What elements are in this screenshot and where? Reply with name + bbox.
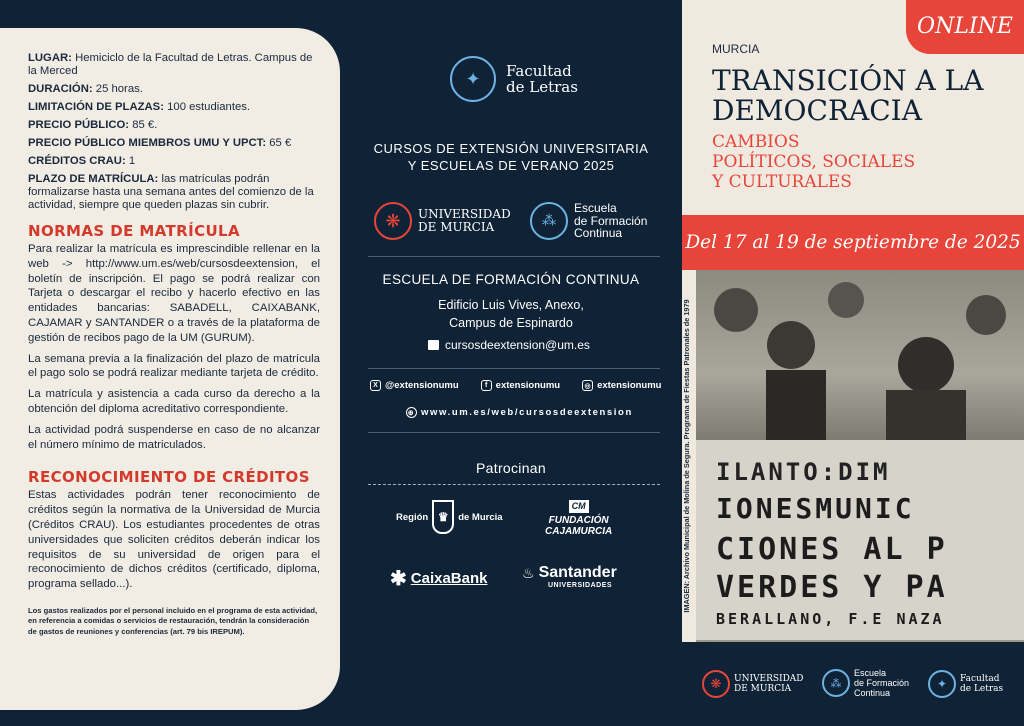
info-precio-miembros: PRECIO PÚBLICO MIEMBROS UMU Y UPCT: 65 € [28, 137, 292, 149]
normas-heading: NORMAS DE MATRÍCULA [28, 222, 241, 240]
divider [368, 256, 660, 257]
region-murcia-logo: Región ♛ de Murcia [396, 500, 503, 534]
creditos-heading: RECONOCIMIENTO DE CRÉDITOS [28, 468, 310, 487]
normas-paragraph: La matrícula y asistencia a cada curso da derecho a la obtención del diploma acreditativo correspondiente. [28, 388, 320, 415]
course-dates: Del 17 al 19 de septiembre de 2025 [682, 215, 1024, 270]
normas-paragraph: Para realizar la matrícula es imprescindible rellenar en la web -> http://www.um.es/web/cursosdeextension, el boletín de inscripción. El pago se podrá realizar con Tarjeta o descargar el recibo y hacerlo efectivo en las entidades bancarias: SABADELL, CAIXABANK, CAJAMAR y SANTANDER o a través de la plataforma de gestión de recibos pago de la UM (GURUM). [28, 243, 320, 344]
cajamurcia-logo: CM FUNDACIÓN CAJAMURCIA [545, 501, 613, 537]
social-facebook[interactable]: f extensionumu [481, 380, 560, 391]
info-plazo: PLAZO DE MATRÍCULA: las matrículas podrán formalizarse hasta una semana antes del comienzo de la actividad, siempre que queden plazas sin cubrir. [28, 173, 314, 211]
divider [368, 368, 660, 369]
main-title: TRANSICIÓN A LA DEMOCRACIA [712, 64, 984, 127]
umu-crest-icon: ❋ [374, 202, 412, 240]
efc-network-icon: ⁂ [822, 669, 850, 697]
subtitle: CAMBIOS POLÍTICOS, SOCIALES Y CULTURALES [712, 132, 916, 192]
normas-paragraph: La actividad podrá suspenderse en caso de no alcanzar el número mínimo de matriculados. [28, 423, 320, 451]
email-link[interactable]: cursosdeextension@um.es [445, 338, 590, 352]
info-duracion: DURACIÓN: 25 horas. [28, 83, 143, 95]
course-info [28, 52, 320, 212]
umu-crest-icon: ❋ [702, 670, 730, 698]
efc-network-icon: ⁂ [530, 202, 568, 240]
info-plazas: LIMITACIÓN DE PLAZAS: 100 estudiantes. [28, 101, 251, 113]
footer-logos [682, 642, 1024, 726]
creditos-paragraph: Estas actividades podrán tener reconocimiento de créditos según la normativa de la Universidad de Murcia (Créditos CRAU). Los estudiantes procedentes de otras universidades que soliciten créditos deberán indicar los requisitos de su universidad de origen para el reconocimiento de dichos créditos (certificado, diploma, programa sellado...). [28, 489, 320, 591]
faculty-emblem-icon: ✦ [450, 56, 496, 102]
contact-panel [340, 0, 682, 726]
dashed-divider [368, 484, 660, 485]
umu-logo: ❋ UNIVERSIDAD DE MURCIA [374, 202, 511, 240]
info-creditos: CRÉDITOS CRAU: 1 [28, 155, 136, 167]
facebook-icon: f [481, 380, 492, 391]
courses-title: CURSOS DE EXTENSIÓN UNIVERSITARIA Y ESCUELAS DE VERANO 2025 [373, 141, 649, 173]
santander-logo: ♨ Santander UNIVERSIDADES [522, 564, 617, 589]
email-contact[interactable] [428, 338, 590, 352]
cover-panel [682, 0, 1024, 726]
social-instagram[interactable]: ◎ extensionumu [582, 380, 661, 391]
footnote: Los gastos realizados por el personal incluido en el programa de esta actividad, en referencia a comidas o servicios de restauración, tendrán la consideración de gastos de reuniones y conferencias (art. 79 bis IREPUM). [28, 605, 318, 636]
normas-paragraph: La semana previa a la finalización del plazo de matrícula el pago solo se podrá realizar mediante tarjeta de crédito. [28, 352, 320, 380]
footer-faculty-logo: ✦ Facultad de Letras [928, 670, 1003, 698]
city-label: MURCIA [712, 42, 760, 56]
footer-umu-logo: ❋ UNIVERSIDAD DE MURCIA [702, 670, 804, 698]
social-links [370, 380, 661, 391]
school-address: Edificio Luis Vives, Anexo, Campus de Espinardo [438, 298, 584, 330]
divider [368, 432, 660, 433]
santander-flame-icon: ♨ [522, 564, 535, 581]
photo-credit: IMAGEN: Archivo Municipal de Molina de Segura. Programa de Fiestas Patronales de 1979 [682, 299, 691, 613]
info-precio: PRECIO PÚBLICO: 85 €. [28, 119, 158, 131]
social-x[interactable]: X @extensionumu [370, 380, 459, 391]
globe-icon: ⊕ [406, 407, 417, 418]
efc-logo: ⁂ Escuela de Formación Continua [530, 202, 647, 240]
caixabank-logo: ✱ CaixaBank [390, 568, 488, 590]
sponsors-title: Patrocinan [476, 460, 546, 476]
info-lugar: LUGAR: Hemiciclo de la Facultad de Letras. Campus de la Merced [28, 52, 313, 77]
historic-protest-photo: ILANTO:DIM IONESMUNIC CIONES AL P VERDES Y PA BERALLANO, F.E NAZA [696, 270, 1024, 642]
faculty-emblem-icon: ✦ [928, 670, 956, 698]
online-badge: ONLINE [906, 0, 1024, 54]
school-title: ESCUELA DE FORMACIÓN CONTINUA [382, 272, 640, 287]
web-link[interactable]: ⊕ www.um.es/web/cursosdeextension [407, 407, 633, 418]
title-block [682, 0, 1024, 215]
footer-efc-logo: ⁂ Escuela de Formación Continua [822, 668, 909, 698]
cajamurcia-badge-icon: CM [569, 500, 589, 513]
x-icon: X [370, 380, 381, 391]
faculty-logo: ✦ Facultad de Letras [450, 56, 578, 102]
instagram-icon: ◎ [582, 380, 593, 391]
mail-icon [428, 340, 439, 350]
caixabank-star-icon: ✱ [390, 568, 407, 590]
info-panel [0, 28, 340, 710]
region-crest-icon: ♛ [432, 500, 454, 534]
